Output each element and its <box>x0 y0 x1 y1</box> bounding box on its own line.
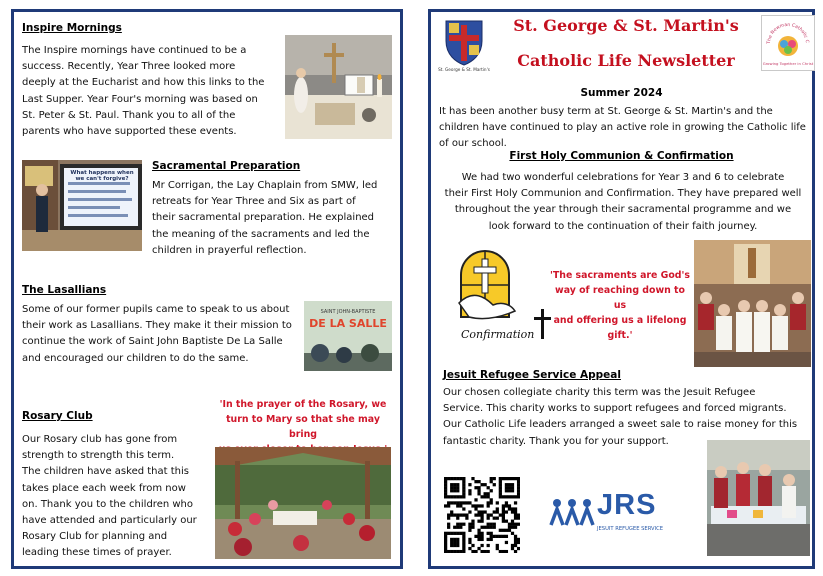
confirmation-label: Confirmation <box>461 328 535 341</box>
sacramental-line: Mr Corrigan, the Lay Chaplain from SMW, led <box>152 180 378 191</box>
inspire-line: parents who have supported these events. <box>22 126 237 138</box>
inspire-line: The Inspire mornings have continued to be a <box>22 45 247 56</box>
rosary-line: have attended and particularly our <box>22 515 197 527</box>
right-page <box>428 9 815 569</box>
rosary-line: The children have asked that this <box>22 466 189 478</box>
jesuit-line: fantastic charity. Thank you for your support. <box>443 435 669 447</box>
de-la-salle-slide-photo <box>304 301 392 371</box>
sacramental-text <box>152 178 398 259</box>
communion-line: throughout the year through their sacramental programme and we <box>454 204 792 216</box>
inspire-line: St. Peter & St. Paul. Thank you to all of the <box>22 109 236 121</box>
rosary-club-photo <box>215 447 391 559</box>
jrs-logo <box>549 489 689 537</box>
inspire-line: Last Supper. Year Four's morning was based on <box>22 93 258 105</box>
communion-group-photo <box>694 240 811 367</box>
lasallians-heading: The Lasallians <box>22 284 107 296</box>
sacramental-line: their sacramental preparation. He explained <box>152 212 375 224</box>
crest-shield-icon <box>440 17 488 67</box>
prayer-table-photo <box>285 35 392 139</box>
partner-college-logo <box>761 15 815 71</box>
partner-arc-text: The Newman Catholic C <box>766 22 810 45</box>
rosary-line: strength to strength this term. <box>22 450 175 462</box>
communion-line: We had two wonderful celebrations for Year 3 and 6 to celebrate <box>461 172 785 183</box>
sacramental-line: the meaning of the sacraments and led the <box>152 228 370 240</box>
sacramental-line: children in prayerful reflection. <box>152 244 307 256</box>
term-label: Summer 2024 <box>580 87 663 99</box>
left-page <box>11 9 403 569</box>
qr-code[interactable] <box>444 477 520 553</box>
communion-line: look forward to the continuation of their faith journey. <box>488 220 758 232</box>
partner-bottom-text: Growing Together in Christ <box>762 61 814 66</box>
lasallians-line: and encouraged our children to do the same. <box>22 352 249 364</box>
jrs-wordmark: JRS <box>597 489 657 521</box>
retreat-classroom-photo <box>22 160 142 251</box>
communion-quote-line: gift.' <box>607 330 633 341</box>
inspire-text <box>22 43 273 140</box>
communion-heading: First Holy Communion & Confirmation <box>509 150 734 162</box>
intro-line: It has been another busy term at St. George & St. Martin's and the <box>439 106 773 117</box>
rosary-line: takes place each week from now <box>22 482 186 494</box>
jrs-figures-icon <box>549 497 595 527</box>
inspire-heading: Inspire Mornings <box>22 22 122 34</box>
school-name: St. George & St. Martin's <box>513 16 739 35</box>
lasallians-line: continue the work of Saint John Baptiste De La Salle <box>22 336 283 348</box>
rosary-quote-line: 'In the prayer of the Rosary, we <box>219 399 387 410</box>
lasallians-line: their work as Lasallians. They make it their mission to <box>22 320 292 332</box>
intro-line: of our school. <box>439 138 507 150</box>
jesuit-line: Our chosen collegiate charity this term was the Jesuit Refugee <box>443 387 756 398</box>
communion-quote-line: 'The sacraments are God's <box>550 270 690 281</box>
lasallians-line: Some of our former pupils came to speak to us about <box>22 304 290 315</box>
rosary-quote-line: turn to Mary so that she may bring <box>226 414 380 440</box>
crest-caption: St. George & St. Martin's <box>438 67 490 72</box>
sacramental-heading: Sacramental Preparation <box>152 160 301 172</box>
newsletter-title: Catholic Life Newsletter <box>517 51 735 70</box>
rosary-line: Rosary Club for planning and <box>22 531 168 543</box>
communion-line: their First Holy Communion and Confirmation. They have prepared well <box>444 188 802 200</box>
jesuit-line: Service. This charity works to support refugees and forced migrants. <box>443 403 787 415</box>
jesuit-heading: Jesuit Refugee Service Appeal <box>443 369 621 381</box>
intro-line: children have continued to play an active role in growing the Catholic life <box>439 122 806 134</box>
inspire-line: deeply at the Eucharist and how this links to the <box>22 77 265 89</box>
jrs-subtitle: JESUIT REFUGEE SERVICE <box>597 526 664 532</box>
jesuit-line: Our Catholic Life leaders arranged a sweet sale to raise money for this <box>443 419 798 431</box>
communion-quote-line: way of reaching down to us <box>555 285 685 311</box>
rosary-line: on. Thank you to the children who <box>22 498 193 510</box>
lasallians-text <box>22 302 302 367</box>
communion-quote-line: and offering us a lifelong <box>553 315 687 326</box>
retreat-screen-title: What happens when we can't forgive? <box>70 170 134 182</box>
slide-small-text: SAINT JOHN-BAPTISTE <box>320 309 376 315</box>
sweet-sale-photo <box>707 440 810 556</box>
communion-quote <box>549 268 691 343</box>
school-crest <box>440 17 488 75</box>
rosary-line: Our Rosary club has gone from <box>22 434 178 445</box>
intro-text <box>439 104 807 153</box>
slide-big-text: DE LA SALLE <box>309 317 387 330</box>
communion-text <box>437 170 809 235</box>
rosary-text <box>22 432 205 562</box>
qr-code-icon[interactable] <box>444 477 520 553</box>
rosary-heading: Rosary Club <box>22 410 93 422</box>
sacramental-line: retreats for Year Three and Six as part of <box>152 196 356 208</box>
rosary-line: leading these times of prayer. <box>22 547 172 559</box>
inspire-line: success. Recently, Year Three looked more <box>22 61 236 73</box>
